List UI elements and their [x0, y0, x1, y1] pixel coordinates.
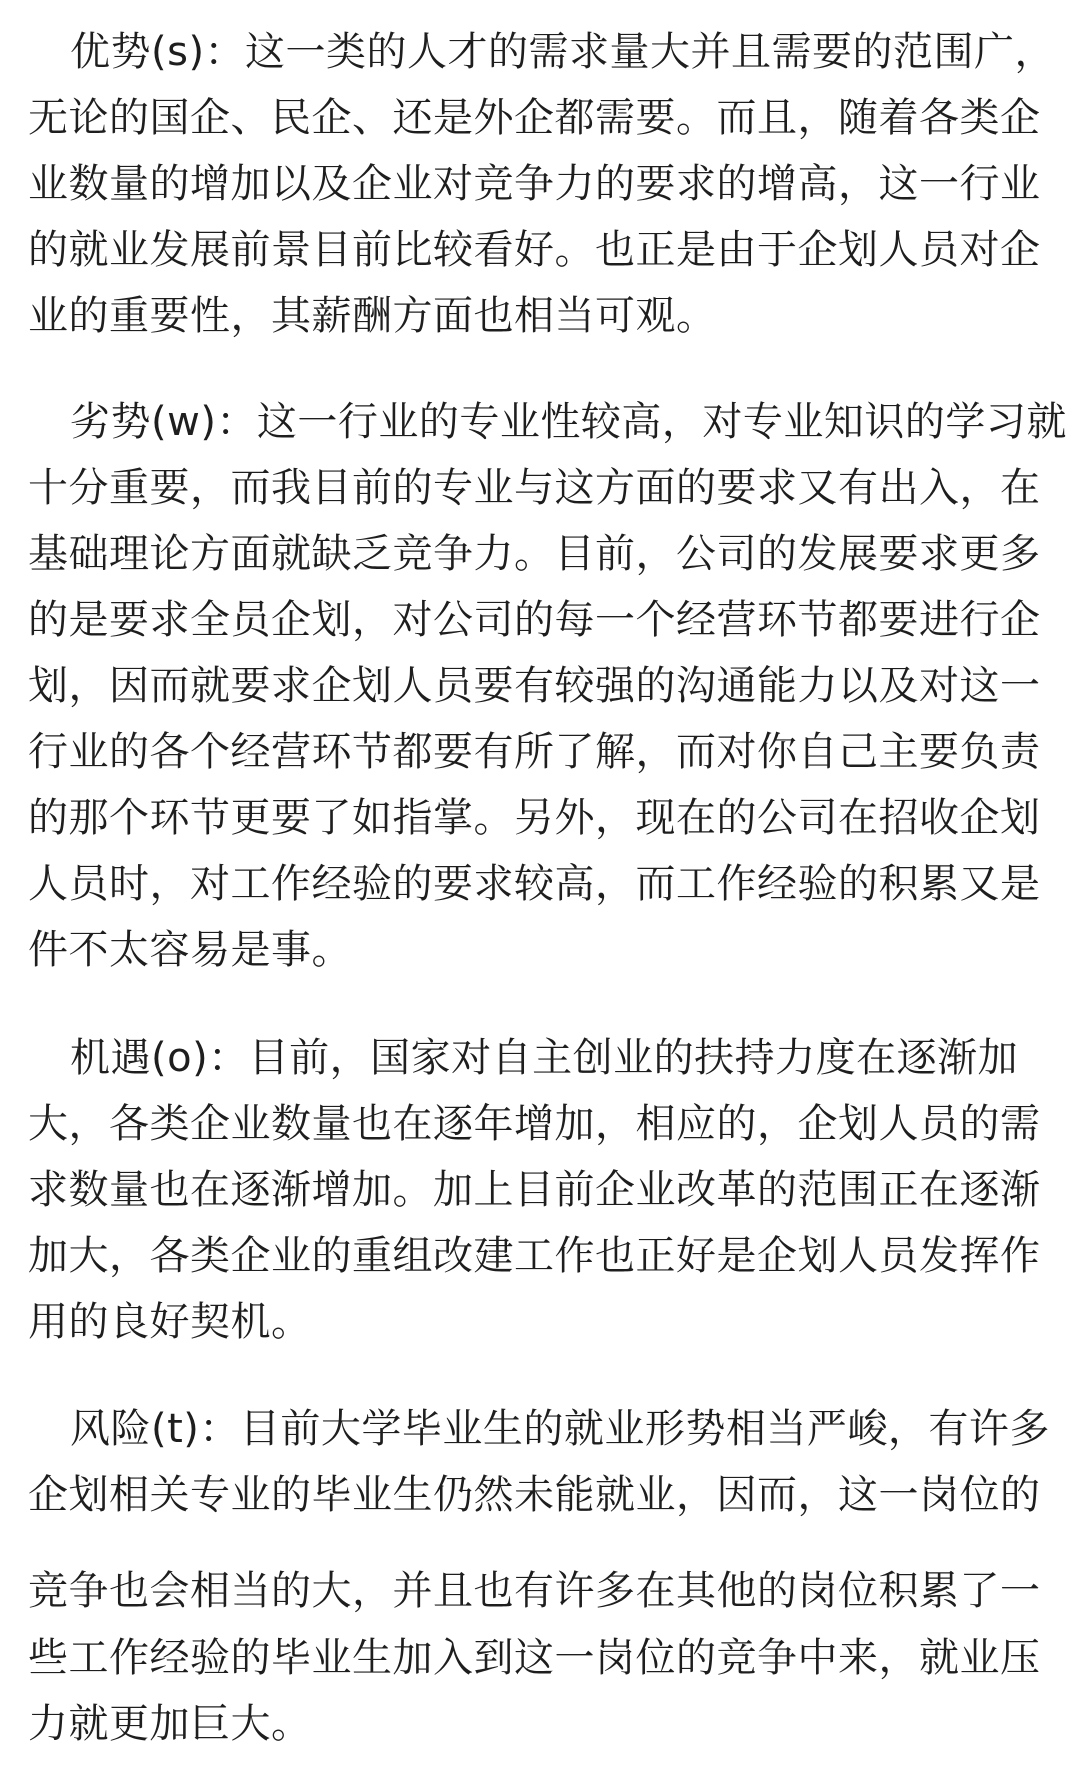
text-line: 业的重要性，其薪酬方面也相当可观。 — [28, 293, 717, 339]
text-line: 加大，各类企业的重组改建工作也正好是企划人员发挥作 — [28, 1233, 1041, 1279]
text-line: 件不太容易是事。 — [28, 927, 352, 973]
text-line: 些工作经验的毕业生加入到这一岗位的竞争中来，就业压 — [28, 1635, 1041, 1681]
text-line: 劣势(w)：这一行业的专业性较高，对专业知识的学习就 — [70, 399, 1067, 445]
text-line: 的就业发展前景目前比较看好。也正是由于企划人员对企 — [28, 227, 1041, 273]
text-line: 机遇(o)：目前，国家对自主创业的扶持力度在逐渐加 — [70, 1035, 1019, 1081]
text-line: 用的良好契机。 — [28, 1299, 312, 1345]
text-line: 求数量也在逐渐增加。加上目前企业改革的范围正在逐渐 — [28, 1167, 1041, 1213]
text-line: 业数量的增加以及企业对竞争力的要求的增高，这一行业 — [28, 161, 1041, 207]
text-line: 无论的国企、民企、还是外企都需要。而且，随着各类企 — [28, 95, 1041, 141]
text-line: 人员时，对工作经验的要求较高，而工作经验的积累又是 — [28, 861, 1041, 907]
text-line: 企划相关专业的毕业生仍然未能就业，因而，这一岗位的 — [28, 1472, 1041, 1518]
text-line: 大，各类企业数量也在逐年增加，相应的，企划人员的需 — [28, 1101, 1041, 1147]
text-line: 风险(t)：目前大学毕业生的就业形势相当严峻，有许多 — [70, 1406, 1050, 1452]
text-line: 基础理论方面就缺乏竞争力。目前，公司的发展要求更多 — [28, 531, 1041, 577]
text-line: 的是要求全员企划，对公司的每一个经营环节都要进行企 — [28, 597, 1041, 643]
text-line: 的那个环节更要了如指掌。另外，现在的公司在招收企划 — [28, 795, 1041, 841]
text-line: 行业的各个经营环节都要有所了解，而对你自己主要负责 — [28, 729, 1041, 775]
text-line: 十分重要，而我目前的专业与这方面的要求又有出入，在 — [28, 465, 1041, 511]
text-line: 力就更加巨大。 — [28, 1701, 312, 1747]
text-line: 竞争也会相当的大，并且也有许多在其他的岗位积累了一 — [28, 1568, 1041, 1614]
text-line: 划，因而就要求企划人员要有较强的沟通能力以及对这一 — [28, 663, 1041, 709]
text-line: 优势(s)：这一类的人才的需求量大并且需要的范围广， — [70, 29, 1056, 75]
